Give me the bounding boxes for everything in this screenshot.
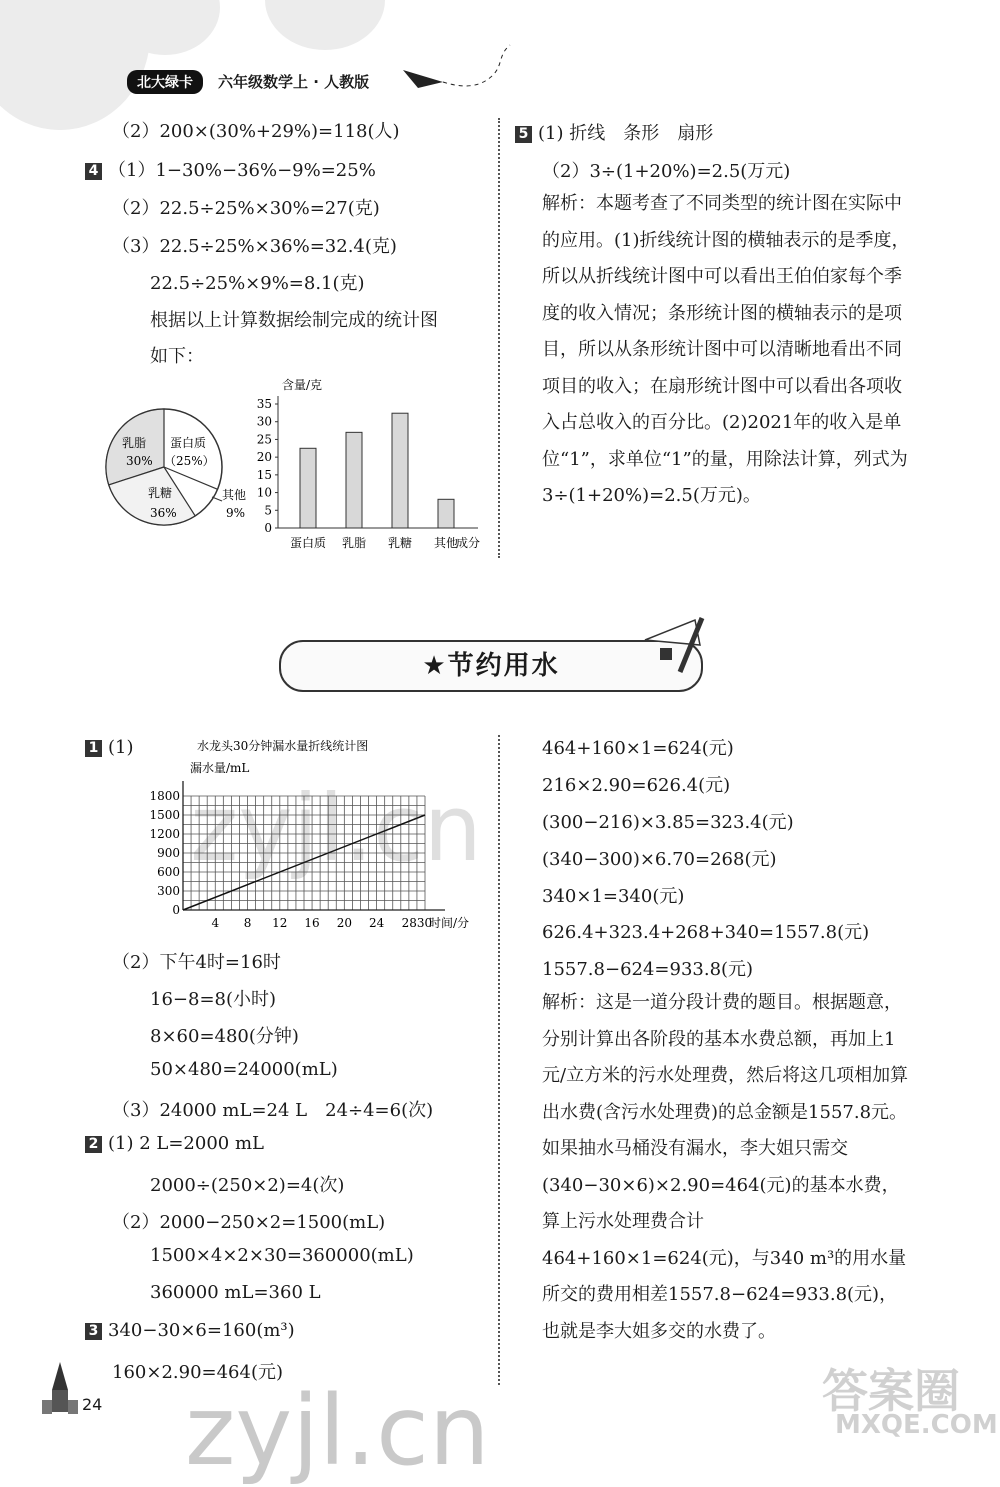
pie-value: 9% bbox=[226, 506, 246, 520]
line-ytick-label: 900 bbox=[157, 846, 180, 860]
line-xtick-label: 2830 bbox=[401, 916, 433, 930]
answer-line: （2）2000−250×2=1500(mL) bbox=[112, 1212, 386, 1233]
question-number: 2 bbox=[85, 1136, 102, 1153]
answer-line: 160×2.90=464(元) bbox=[112, 1362, 283, 1383]
answer-line: 根据以上计算数据绘制完成的统计图 bbox=[150, 310, 438, 331]
pie-label: 蛋白质 bbox=[170, 436, 207, 450]
answer-line: 22.5÷25%×9%=8.1(克) bbox=[150, 273, 365, 294]
answer-line: 如下： bbox=[150, 346, 204, 367]
pie-value: 30% bbox=[126, 454, 153, 468]
answer-line: （3）24000 mL=24 L 24÷4=6(次) bbox=[112, 1100, 434, 1121]
pie-value: 36% bbox=[150, 506, 177, 520]
bar-xlabel: 成分 bbox=[456, 536, 481, 550]
line-ylabel: 漏水量/mL bbox=[190, 761, 250, 775]
bar-ytick-label: 30 bbox=[256, 414, 272, 429]
answer-line: 50×480=24000(mL) bbox=[150, 1059, 338, 1080]
analysis-paragraph: 解析：本题考查了不同类型的统计图在实际中的应用。(1)折线统计图的横轴表示的是季度，所以从折线统计图中可以看出王伯伯家每个季度的收入情况；条形统计图的横轴表示的是项目，所以从条形统计图中可以清晰地看出不同项目的收入；在扇形统计图中可以看出各项收入占总收入的百分比。(2)2021年的收入是单位“1”，求单位“1”的量，用除法计算，列式为3÷(1+20%)=2.5(万元)。 bbox=[542, 193, 910, 506]
answer-line: 216×2.90=626.4(元) bbox=[542, 775, 731, 796]
book-subtitle: 六年级数学上 · 人教版 bbox=[218, 73, 370, 91]
bar-ytick-label: 15 bbox=[256, 467, 272, 482]
line-ytick-label: 1500 bbox=[149, 808, 180, 822]
castle-icon bbox=[38, 1360, 83, 1422]
pie-chart bbox=[100, 405, 260, 530]
pie-value: （25%） bbox=[164, 454, 215, 468]
answer-line: 4 （1）1−30%−36%−9%=25% bbox=[85, 156, 376, 182]
question-number: 5 bbox=[515, 126, 532, 143]
line-xtick-label: 8 bbox=[243, 916, 252, 930]
bar bbox=[346, 432, 362, 528]
bar-category-label: 乳脂 bbox=[341, 536, 367, 550]
bar-ytick-label: 10 bbox=[256, 485, 272, 500]
answer-line: 360000 mL=360 L bbox=[150, 1282, 321, 1303]
line-xtick-label: 12 bbox=[272, 916, 288, 930]
answer-line: 1 (1) bbox=[85, 737, 134, 758]
answer-line: （2）3÷(1+20%)=2.5(万元) bbox=[542, 161, 791, 182]
bar-category-label: 蛋白质 bbox=[289, 536, 327, 550]
watermark: MXQE.COM bbox=[835, 1410, 998, 1440]
bar-ylabel: 含量/克 bbox=[282, 378, 323, 392]
answer-line: 1557.8−624=933.8(元) bbox=[542, 959, 754, 980]
line-ytick-label: 1800 bbox=[149, 789, 180, 803]
bar bbox=[438, 499, 454, 528]
pie-label: 乳脂 bbox=[122, 436, 147, 450]
pie-leader-line bbox=[212, 497, 222, 501]
answer-line: (300−216)×3.85=323.4(元) bbox=[542, 812, 794, 833]
answer-line: （3）22.5÷25%×36%=32.4(克) bbox=[112, 236, 397, 257]
column-divider bbox=[498, 118, 500, 558]
watermark: 答案圈 bbox=[822, 1364, 960, 1418]
line-xlabel: 时间/分 bbox=[429, 916, 470, 930]
bar-category-label: 其他 bbox=[433, 536, 459, 550]
header-decoration bbox=[265, 0, 385, 50]
answer-line: 340×1=340(元) bbox=[542, 886, 685, 907]
page-number: 24 bbox=[82, 1395, 103, 1414]
watermark: zyjl.cn bbox=[190, 775, 482, 882]
bar-ytick-label: 0 bbox=[264, 521, 272, 535]
answer-line: 626.4+323.4+268+340=1557.8(元) bbox=[542, 922, 870, 943]
answer-line: 1500×4×2×30=360000(mL) bbox=[150, 1245, 414, 1266]
question-number: 3 bbox=[85, 1323, 102, 1340]
line-ytick-label: 1200 bbox=[149, 827, 180, 841]
line-xtick-label: 24 bbox=[368, 916, 385, 930]
line-ytick-label: 0 bbox=[172, 903, 180, 917]
bar-ytick-label: 5 bbox=[264, 503, 272, 518]
answer-line: 2 (1) 2 L=2000 mL bbox=[85, 1133, 264, 1154]
answer-line: 2000÷(250×2)=4(次) bbox=[150, 1175, 345, 1196]
answer-line: 3 340−30×6=160(m³) bbox=[85, 1320, 295, 1341]
line-xtick-label: 16 bbox=[304, 916, 320, 930]
answer-line: 8×60=480(分钟) bbox=[150, 1026, 299, 1047]
answer-line: （2）200×(30%+29%)=118(人) bbox=[112, 121, 400, 142]
answer-line: 464+160×1=624(元) bbox=[542, 738, 734, 759]
line-chart-title: 水龙头30分钟漏水量折线统计图 bbox=[197, 739, 369, 753]
answer-line: (340−300)×6.70=268(元) bbox=[542, 849, 777, 870]
bar-ytick-label: 20 bbox=[256, 450, 272, 465]
line-ytick-label: 300 bbox=[157, 884, 180, 898]
star-icon: ★ bbox=[422, 651, 448, 681]
ruler-pencil-icon bbox=[640, 610, 720, 680]
bar-chart bbox=[250, 375, 495, 555]
bar-category-label: 乳糖 bbox=[387, 536, 413, 550]
analysis-paragraph: 解析：这是一道分段计费的题目。根据题意，分别计算出各阶段的基本水费总额，再加上1元/立方米的污水处理费，然后将这几项相加算出水费(含污水处理费)的总金额是1557.8元。如果抽水马桶没有漏水，李大姐只需交(340−30×6)×2.90=464(元)的基本水费，算上污水处理费合计464+160×1=624(元)，与340 m³的用水量所交的费用相差1557.8−624=933.8(元)，也就是李大姐多交的水费了。 bbox=[542, 992, 909, 1342]
paper-plane-icon bbox=[398, 40, 518, 100]
section-title: ★节约用水 bbox=[279, 640, 703, 692]
column-divider bbox=[498, 735, 500, 1385]
answer-line: 16−8=8(小时) bbox=[150, 989, 277, 1010]
line-xtick-label: 20 bbox=[336, 916, 352, 930]
bar bbox=[300, 448, 316, 528]
line-xtick-label: 4 bbox=[211, 916, 220, 930]
watermark: zyjl.cn bbox=[185, 1375, 490, 1487]
answer-line: （2）22.5÷25%×30%=27(克) bbox=[112, 198, 380, 219]
pie-label: 其他 bbox=[222, 488, 247, 502]
bar-ytick-label: 35 bbox=[256, 397, 272, 411]
line-ytick-label: 600 bbox=[157, 865, 180, 879]
answer-line: （2）下午4时=16时 bbox=[112, 952, 281, 973]
pie-label: 乳糖 bbox=[148, 486, 173, 500]
answer-line: 5 (1) 折线 条形 扇形 bbox=[515, 119, 713, 145]
question-number: 1 bbox=[85, 740, 102, 757]
bar bbox=[392, 413, 408, 528]
question-number: 4 bbox=[85, 163, 102, 180]
bar-ytick-label: 25 bbox=[256, 432, 272, 447]
book-badge: 北大绿卡 bbox=[127, 70, 203, 94]
